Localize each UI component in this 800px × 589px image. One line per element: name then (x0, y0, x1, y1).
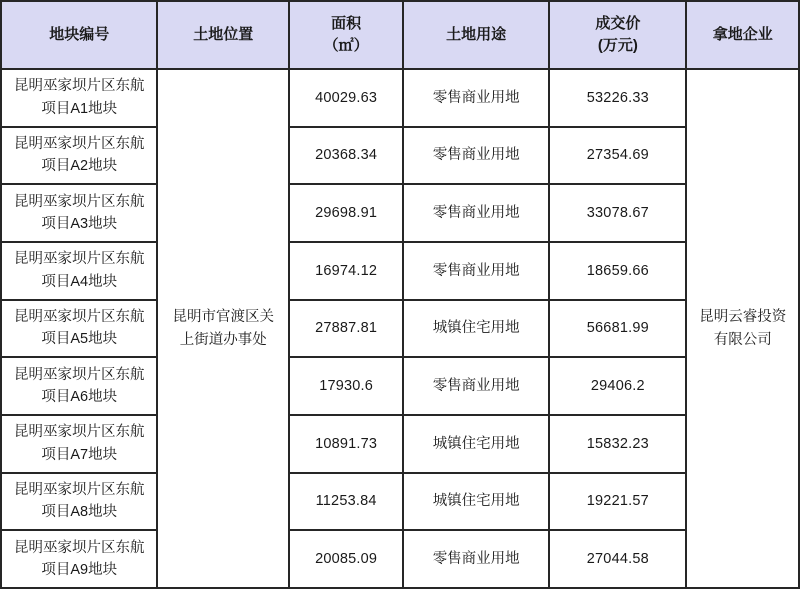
use-cell: 零售商业用地 (403, 242, 549, 300)
header-cell-parcel (1, 1, 157, 69)
header-label: 土地位置 (193, 26, 254, 44)
area-cell: 16974.12 (289, 242, 403, 300)
price-cell: 56681.99 (549, 300, 686, 358)
price-cell: 15832.23 (549, 415, 686, 473)
table-row (1, 69, 799, 127)
area-cell: 40029.63 (289, 69, 403, 127)
area-cell: 17930.6 (289, 357, 403, 415)
table-row (1, 184, 799, 242)
use-cell: 城镇住宅用地 (403, 300, 549, 358)
use-cell: 零售商业用地 (403, 530, 549, 588)
parcel-cell: 昆明巫家坝片区东航项目A7地块 (1, 415, 157, 473)
header-cell-company (686, 1, 799, 69)
parcel-cell: 昆明巫家坝片区东航项目A9地块 (1, 530, 157, 588)
location-cell-merged: 昆明市官渡区关上街道办事处 (157, 69, 289, 588)
header-cell-price (549, 1, 686, 69)
use-cell: 零售商业用地 (403, 69, 549, 127)
header-cell-use (403, 1, 549, 69)
table-row (1, 300, 799, 358)
header-label: 地块编号 (49, 26, 110, 44)
header-sublabel: （㎡） (323, 37, 369, 54)
header-cell-location (157, 1, 289, 69)
parcel-cell: 昆明巫家坝片区东航项目A5地块 (1, 300, 157, 358)
parcel-cell: 昆明巫家坝片区东航项目A6地块 (1, 357, 157, 415)
price-cell: 27354.69 (549, 127, 686, 185)
header-label: 成交价 (595, 15, 641, 33)
area-cell: 20368.34 (289, 127, 403, 185)
area-cell: 11253.84 (289, 473, 403, 531)
parcel-cell: 昆明巫家坝片区东航项目A4地块 (1, 242, 157, 300)
table-row (1, 530, 799, 588)
price-cell: 29406.2 (549, 357, 686, 415)
price-cell: 19221.57 (549, 473, 686, 531)
table-row (1, 357, 799, 415)
header-sublabel: (万元) (597, 37, 638, 54)
parcel-cell: 昆明巫家坝片区东航项目A2地块 (1, 127, 157, 185)
use-cell: 城镇住宅用地 (403, 473, 549, 531)
price-cell: 27044.58 (549, 530, 686, 588)
table-row (1, 415, 799, 473)
price-cell: 53226.33 (549, 69, 686, 127)
table-row (1, 473, 799, 531)
area-cell: 29698.91 (289, 184, 403, 242)
area-cell: 20085.09 (289, 530, 403, 588)
area-cell: 10891.73 (289, 415, 403, 473)
company-cell-merged: 昆明云睿投资有限公司 (686, 69, 799, 588)
price-cell: 18659.66 (549, 242, 686, 300)
area-cell: 27887.81 (289, 300, 403, 358)
table-row (1, 242, 799, 300)
parcel-cell: 昆明巫家坝片区东航项目A1地块 (1, 69, 157, 127)
header-label: 面积 (331, 15, 362, 33)
use-cell: 城镇住宅用地 (403, 415, 549, 473)
header-row (1, 1, 799, 69)
header-cell-area (289, 1, 403, 69)
use-cell: 零售商业用地 (403, 127, 549, 185)
price-cell: 33078.67 (549, 184, 686, 242)
parcel-cell: 昆明巫家坝片区东航项目A8地块 (1, 473, 157, 531)
header-label: 拿地企业 (712, 26, 773, 44)
table-row (1, 127, 799, 185)
use-cell: 零售商业用地 (403, 357, 549, 415)
header-label: 土地用途 (446, 26, 507, 44)
parcel-cell: 昆明巫家坝片区东航项目A3地块 (1, 184, 157, 242)
use-cell: 零售商业用地 (403, 184, 549, 242)
